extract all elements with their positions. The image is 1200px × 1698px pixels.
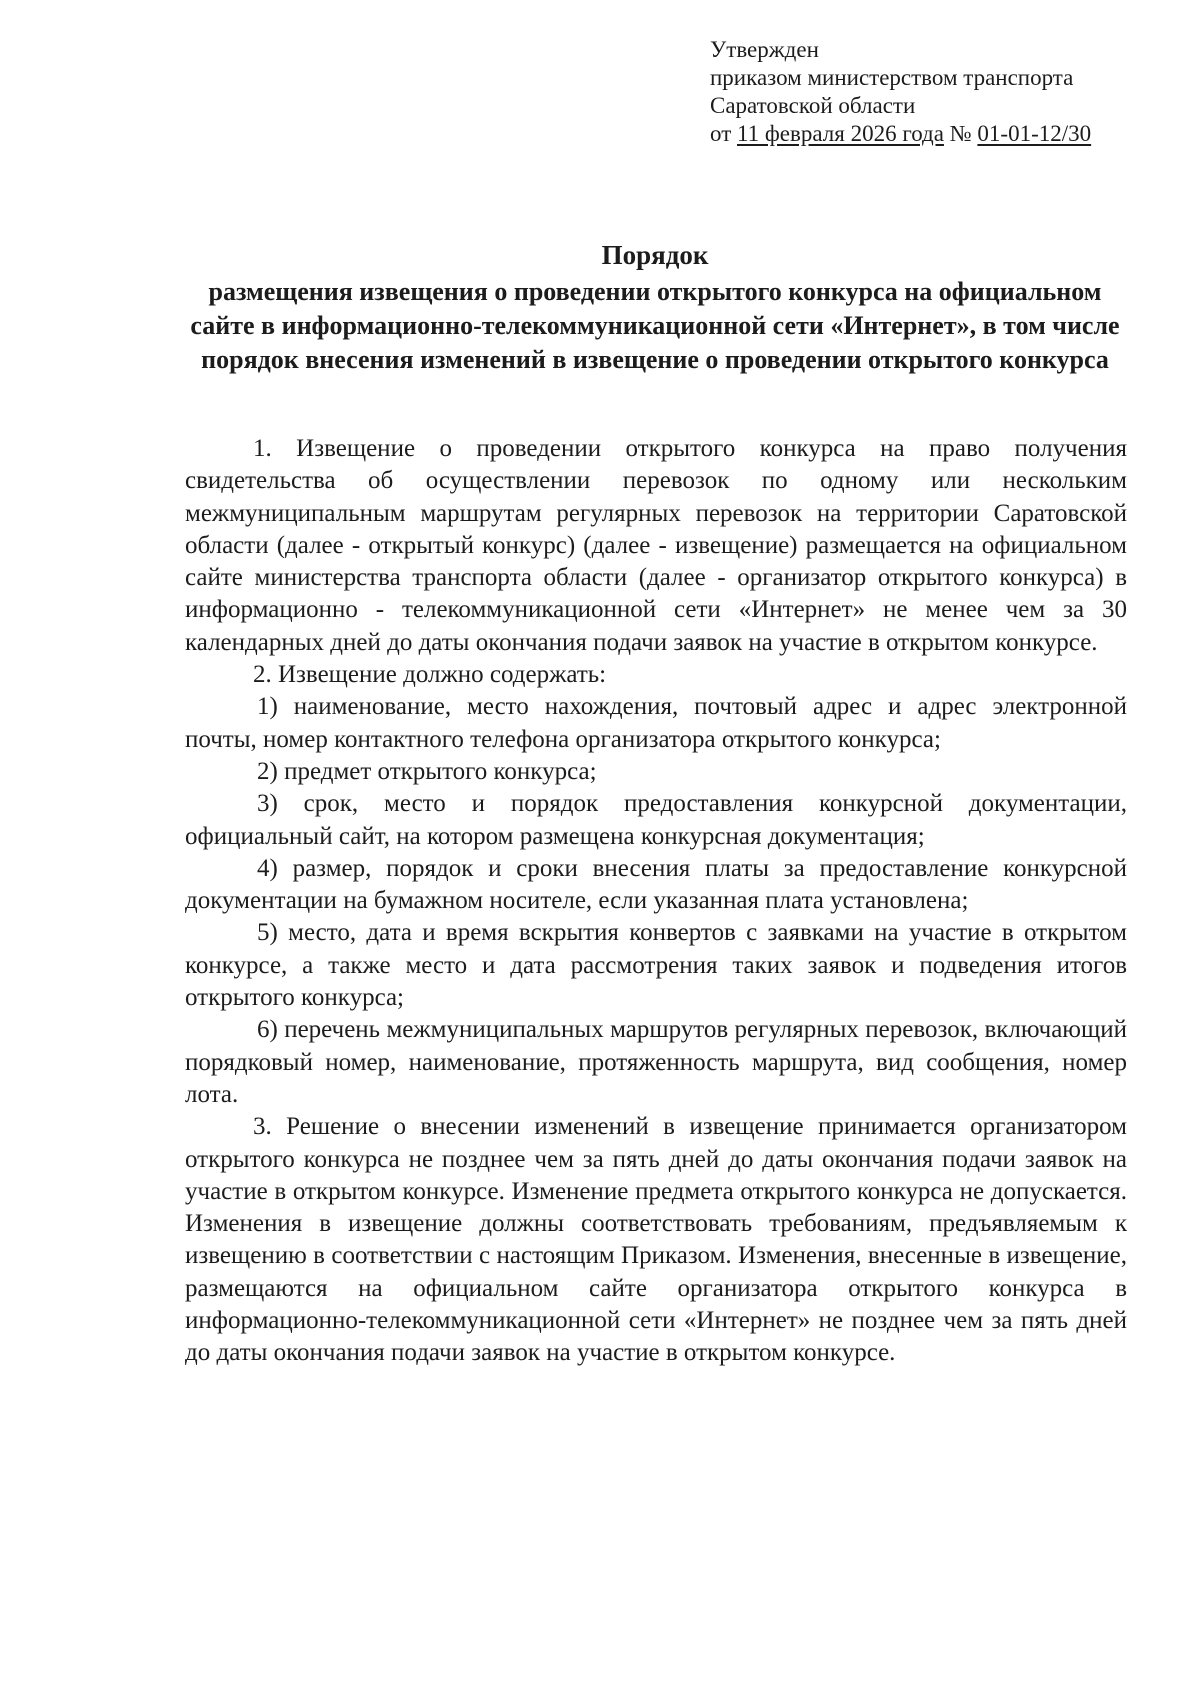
approval-stamp-block <box>710 36 1091 148</box>
document-body <box>185 433 1127 1370</box>
approval-date-prefix: от <box>710 121 737 146</box>
approval-date: 11 февраля 2026 года <box>737 121 944 146</box>
paragraph-3: 3. Решение о внесении изменений в извещение принимается организатором открытого конкурса не позднее чем за пять дней до даты окончания подачи заявок на участие в открытом конкурсе. Изменение предмета открытого конкурса не допускается. Изменения в извещение должны соответствовать требованиям, предъявляемым к извещению в соответствии с настоящим Приказом. Изменения, внесенные в извещение, размещаются на официальном сайте организатора открытого конкурса в информационно-телекоммуникационной сети «Интернет» не позднее чем за пять дней до даты окончания подачи заявок на участие в открытом конкурсе. <box>185 1113 1127 1367</box>
approval-line-region: Саратовской области <box>710 93 916 118</box>
list-item-2: 2) предмет открытого конкурса; <box>257 757 597 785</box>
approval-line-approved: Утвержден <box>710 37 819 62</box>
document-subtitle: размещения извещения о проведении открытого конкурса на официальном сайте в информационно-телекоммуникационной сети «Интернет», в том числе порядок внесения изменений в извещение о проведении открытого конкурса <box>190 277 1120 374</box>
list-item-6: 6) перечень межмуниципальных маршрутов регулярных перевозок, включающий порядковый номер, наименование, протяженность маршрута, вид сообщения, номер лота. <box>185 1016 1127 1108</box>
list-item-4: 4) размер, порядок и сроки внесения платы за предоставление конкурсной документации на бумажном носителе, если указанная плата установлена; <box>185 854 1127 915</box>
paragraph-1: 1. Извещение о проведении открытого конкурса на право получения свидетельства об осуществлении перевозок по одному или нескольким межмуниципальным маршрутам регулярных перевозок на территории Саратовской области (далее - открытый конкурс) (далее - извещение) размещается на официальном сайте министерства транспорта области (далее - организатор открытого конкурса) в информационно - телекоммуникационной сети «Интернет» не менее чем за 30 календарных дней до даты окончания подачи заявок на участие в открытом конкурсе. <box>185 435 1127 656</box>
approval-number: 01-01-12/30 <box>977 121 1092 146</box>
approval-line-order: приказом министерством транспорта <box>710 65 1074 90</box>
list-item-3: 3) срок, место и порядок предоставления конкурсной документации, официальный сайт, на котором размещена конкурсная документация; <box>185 790 1127 850</box>
approval-line-date <box>710 120 1091 148</box>
list-item-1: 1) наименование, место нахождения, почтовый адрес и адрес электронной почты, номер контактного телефона организатора открытого конкурса; <box>185 693 1127 753</box>
list-item-5: 5) место, дата и время вскрытия конвертов с заявками на участие в открытом конкурсе, а также место и дата рассмотрения таких заявок и подведения итогов открытого конкурса; <box>185 919 1127 1012</box>
approval-number-prefix: № <box>943 121 978 146</box>
paragraph-2: 2. Извещение должно содержать: <box>253 661 607 689</box>
document-title-block <box>180 238 1130 377</box>
document-heading: Порядок <box>601 240 709 270</box>
